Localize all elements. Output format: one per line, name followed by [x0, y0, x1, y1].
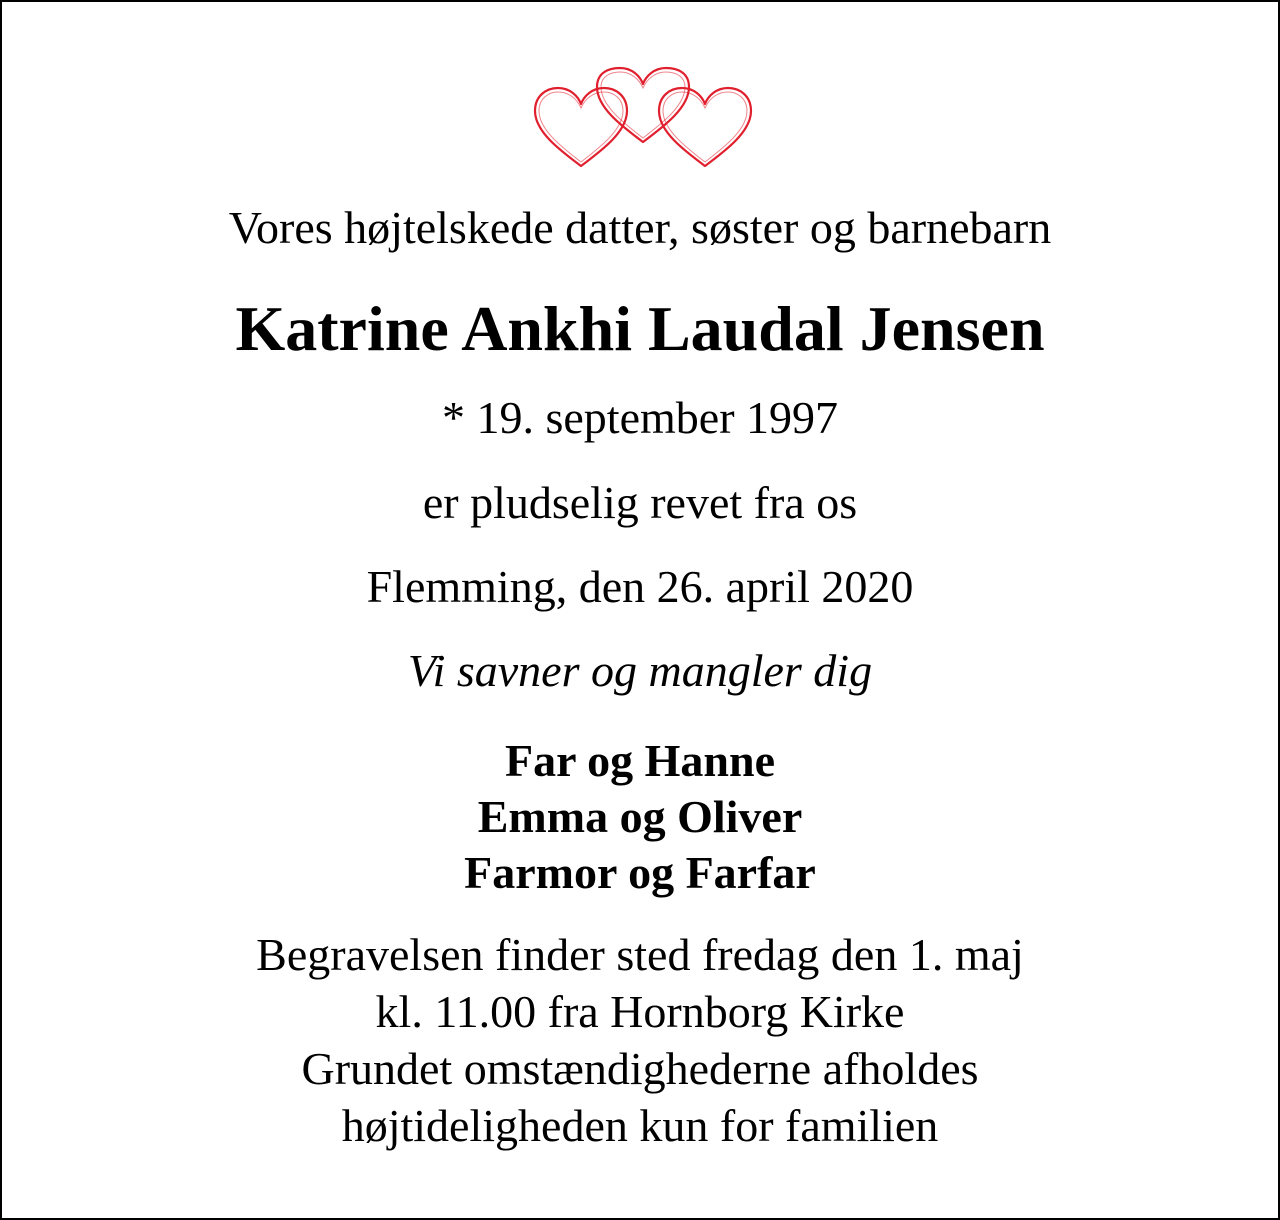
deceased-name: Katrine Ankhi Laudal Jensen [235, 293, 1045, 364]
family-line: Emma og Oliver [477, 791, 803, 842]
remembrance-line: Vi savner og mangler dig [407, 645, 873, 696]
three-linked-hearts-icon [532, 66, 754, 172]
passing-text: er pludselig revet fra os [422, 477, 858, 528]
funeral-line: Begravelsen finder sted fredag den 1. maj [256, 929, 1024, 980]
family-line: Farmor og Farfar [464, 847, 816, 898]
place-and-date: Flemming, den 26. april 2020 [366, 561, 914, 612]
family-line: Far og Hanne [504, 735, 776, 786]
funeral-line: kl. 11.00 fra Hornborg Kirke [375, 986, 905, 1037]
intro-text: Vores højtelskede datter, søster og barnebarn [228, 202, 1052, 253]
family-signatures [2, 733, 1278, 901]
birth-date: * 19. september 1997 [441, 392, 839, 443]
funeral-info [2, 926, 1278, 1154]
funeral-line: højtideligheden kun for familien [341, 1100, 939, 1151]
funeral-line: Grundet omstændighederne afholdes [301, 1043, 979, 1094]
